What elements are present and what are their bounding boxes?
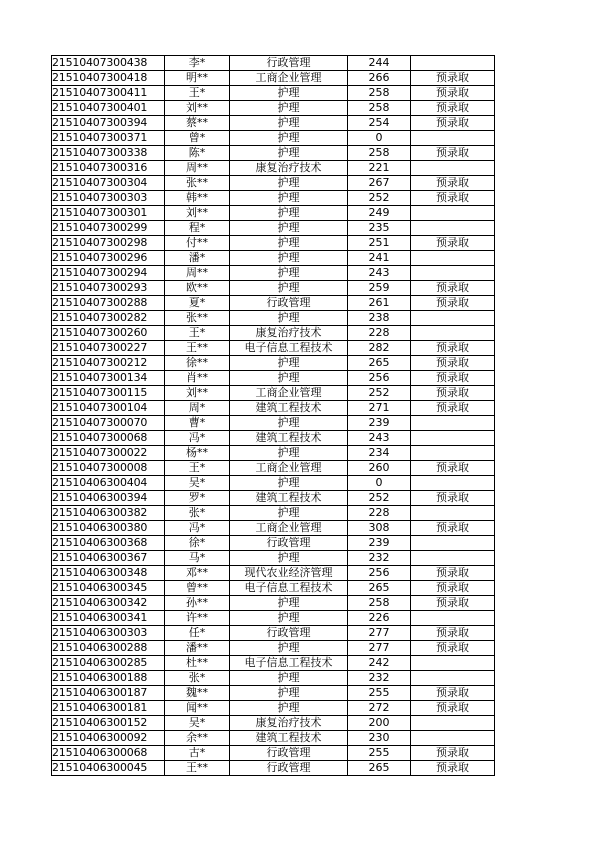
candidate-name-cell: 周**	[165, 266, 230, 281]
status-cell	[411, 716, 495, 731]
candidate-name-cell: 王**	[165, 341, 230, 356]
major-cell: 护理	[230, 86, 348, 101]
score-cell: 265	[348, 356, 411, 371]
major-cell: 护理	[230, 641, 348, 656]
status-cell: 预录取	[411, 761, 495, 776]
status-cell: 预录取	[411, 371, 495, 386]
major-cell: 护理	[230, 686, 348, 701]
table-row	[52, 731, 495, 746]
major-cell: 护理	[230, 371, 348, 386]
score-cell: 265	[348, 581, 411, 596]
major-cell: 护理	[230, 356, 348, 371]
status-cell	[411, 131, 495, 146]
table-row	[52, 536, 495, 551]
candidate-id-cell: 21510407300303	[52, 191, 165, 206]
major-cell: 行政管理	[230, 761, 348, 776]
status-cell	[411, 161, 495, 176]
table-row	[52, 281, 495, 296]
status-cell: 预录取	[411, 686, 495, 701]
candidate-id-cell: 21510406300342	[52, 596, 165, 611]
table-row	[52, 701, 495, 716]
candidate-name-cell: 张**	[165, 311, 230, 326]
candidate-id-cell: 21510407300316	[52, 161, 165, 176]
status-cell: 预录取	[411, 641, 495, 656]
candidate-id-cell: 21510407300296	[52, 251, 165, 266]
major-cell: 护理	[230, 551, 348, 566]
status-cell	[411, 551, 495, 566]
candidate-name-cell: 蔡**	[165, 116, 230, 131]
major-cell: 护理	[230, 416, 348, 431]
candidate-name-cell: 徐**	[165, 356, 230, 371]
candidate-name-cell: 程*	[165, 221, 230, 236]
score-cell: 256	[348, 371, 411, 386]
candidate-id-cell: 21510407300293	[52, 281, 165, 296]
major-cell: 行政管理	[230, 746, 348, 761]
score-cell: 230	[348, 731, 411, 746]
candidate-id-cell: 21510407300298	[52, 236, 165, 251]
major-cell: 电子信息工程技术	[230, 581, 348, 596]
major-cell: 工商企业管理	[230, 71, 348, 86]
score-cell: 226	[348, 611, 411, 626]
status-cell: 预录取	[411, 146, 495, 161]
table-row	[52, 521, 495, 536]
candidate-name-cell: 周**	[165, 161, 230, 176]
candidate-name-cell: 孙**	[165, 596, 230, 611]
major-cell: 护理	[230, 206, 348, 221]
candidate-id-cell: 21510407300418	[52, 71, 165, 86]
candidate-id-cell: 21510407300134	[52, 371, 165, 386]
score-cell: 255	[348, 746, 411, 761]
status-cell	[411, 56, 495, 71]
candidate-name-cell: 曹*	[165, 416, 230, 431]
major-cell: 康复治疗技术	[230, 716, 348, 731]
status-cell	[411, 446, 495, 461]
status-cell	[411, 671, 495, 686]
candidate-id-cell: 21510407300260	[52, 326, 165, 341]
table-row	[52, 251, 495, 266]
score-cell: 258	[348, 146, 411, 161]
major-cell: 护理	[230, 446, 348, 461]
status-cell	[411, 656, 495, 671]
status-cell	[411, 221, 495, 236]
table-row	[52, 326, 495, 341]
major-cell: 护理	[230, 221, 348, 236]
candidate-id-cell: 21510406300092	[52, 731, 165, 746]
candidate-id-cell: 21510406300181	[52, 701, 165, 716]
candidate-id-cell: 21510407300282	[52, 311, 165, 326]
score-cell: 232	[348, 551, 411, 566]
candidate-name-cell: 王*	[165, 326, 230, 341]
status-cell: 预录取	[411, 386, 495, 401]
candidate-name-cell: 夏*	[165, 296, 230, 311]
candidate-name-cell: 古*	[165, 746, 230, 761]
candidate-name-cell: 潘*	[165, 251, 230, 266]
candidate-name-cell: 张*	[165, 671, 230, 686]
candidate-id-cell: 21510407300401	[52, 101, 165, 116]
candidate-name-cell: 陈*	[165, 146, 230, 161]
status-cell: 预录取	[411, 461, 495, 476]
table-row	[52, 716, 495, 731]
major-cell: 工商企业管理	[230, 386, 348, 401]
major-cell: 护理	[230, 311, 348, 326]
status-cell: 预录取	[411, 236, 495, 251]
major-cell: 护理	[230, 146, 348, 161]
major-cell: 行政管理	[230, 56, 348, 71]
table-row	[52, 746, 495, 761]
table-row	[52, 761, 495, 776]
score-cell: 249	[348, 206, 411, 221]
table-row	[52, 461, 495, 476]
candidate-id-cell: 21510407300115	[52, 386, 165, 401]
candidate-name-cell: 魏**	[165, 686, 230, 701]
table-row	[52, 656, 495, 671]
major-cell: 工商企业管理	[230, 521, 348, 536]
candidate-name-cell: 徐*	[165, 536, 230, 551]
status-cell: 预录取	[411, 191, 495, 206]
table-row	[52, 686, 495, 701]
table-row	[52, 641, 495, 656]
table-row	[52, 71, 495, 86]
candidate-id-cell: 21510407300022	[52, 446, 165, 461]
status-cell: 预录取	[411, 521, 495, 536]
score-cell: 0	[348, 476, 411, 491]
status-cell	[411, 731, 495, 746]
major-cell: 护理	[230, 596, 348, 611]
table-row	[52, 356, 495, 371]
table-row	[52, 506, 495, 521]
candidate-id-cell: 21510406300368	[52, 536, 165, 551]
candidate-id-cell: 21510407300104	[52, 401, 165, 416]
table-row	[52, 566, 495, 581]
major-cell: 护理	[230, 191, 348, 206]
score-cell: 282	[348, 341, 411, 356]
major-cell: 护理	[230, 116, 348, 131]
score-cell: 221	[348, 161, 411, 176]
score-cell: 256	[348, 566, 411, 581]
major-cell: 建筑工程技术	[230, 431, 348, 446]
table-row	[52, 371, 495, 386]
score-cell: 261	[348, 296, 411, 311]
candidate-name-cell: 马*	[165, 551, 230, 566]
candidate-id-cell: 21510407300288	[52, 296, 165, 311]
candidate-id-cell: 21510406300188	[52, 671, 165, 686]
candidate-id-cell: 21510407300008	[52, 461, 165, 476]
candidate-name-cell: 冯*	[165, 431, 230, 446]
candidate-id-cell: 21510407300411	[52, 86, 165, 101]
table-row	[52, 431, 495, 446]
candidate-name-cell: 张*	[165, 506, 230, 521]
status-cell: 预录取	[411, 491, 495, 506]
major-cell: 工商企业管理	[230, 461, 348, 476]
major-cell: 电子信息工程技术	[230, 341, 348, 356]
candidate-id-cell: 21510407300212	[52, 356, 165, 371]
score-cell: 260	[348, 461, 411, 476]
table-row	[52, 491, 495, 506]
admission-table	[51, 55, 495, 776]
status-cell	[411, 476, 495, 491]
major-cell: 康复治疗技术	[230, 161, 348, 176]
major-cell: 护理	[230, 176, 348, 191]
candidate-name-cell: 冯*	[165, 521, 230, 536]
status-cell	[411, 311, 495, 326]
table-row	[52, 131, 495, 146]
score-cell: 239	[348, 416, 411, 431]
score-cell: 267	[348, 176, 411, 191]
candidate-name-cell: 刘**	[165, 101, 230, 116]
table-row	[52, 176, 495, 191]
table-row	[52, 266, 495, 281]
status-cell: 预录取	[411, 626, 495, 641]
status-cell	[411, 611, 495, 626]
major-cell: 护理	[230, 251, 348, 266]
table-row	[52, 236, 495, 251]
candidate-id-cell: 21510407300394	[52, 116, 165, 131]
status-cell: 预录取	[411, 86, 495, 101]
candidate-id-cell: 21510406300404	[52, 476, 165, 491]
table-row	[52, 146, 495, 161]
status-cell: 预录取	[411, 701, 495, 716]
status-cell	[411, 251, 495, 266]
candidate-id-cell: 21510406300367	[52, 551, 165, 566]
candidate-name-cell: 许**	[165, 611, 230, 626]
status-cell	[411, 506, 495, 521]
candidate-name-cell: 杨**	[165, 446, 230, 461]
status-cell: 预录取	[411, 356, 495, 371]
major-cell: 电子信息工程技术	[230, 656, 348, 671]
candidate-name-cell: 曾*	[165, 131, 230, 146]
candidate-id-cell: 21510406300045	[52, 761, 165, 776]
score-cell: 235	[348, 221, 411, 236]
candidate-id-cell: 21510407300068	[52, 431, 165, 446]
table-row	[52, 596, 495, 611]
major-cell: 护理	[230, 671, 348, 686]
score-cell: 254	[348, 116, 411, 131]
candidate-name-cell: 周*	[165, 401, 230, 416]
score-cell: 228	[348, 506, 411, 521]
score-cell: 228	[348, 326, 411, 341]
candidate-name-cell: 闻**	[165, 701, 230, 716]
table-row	[52, 161, 495, 176]
candidate-name-cell: 杜**	[165, 656, 230, 671]
score-cell: 258	[348, 596, 411, 611]
score-cell: 277	[348, 641, 411, 656]
major-cell: 护理	[230, 266, 348, 281]
score-cell: 251	[348, 236, 411, 251]
score-cell: 271	[348, 401, 411, 416]
major-cell: 护理	[230, 236, 348, 251]
score-cell: 259	[348, 281, 411, 296]
score-cell: 252	[348, 191, 411, 206]
candidate-id-cell: 21510406300152	[52, 716, 165, 731]
major-cell: 建筑工程技术	[230, 491, 348, 506]
candidate-name-cell: 韩**	[165, 191, 230, 206]
candidate-name-cell: 欧**	[165, 281, 230, 296]
candidate-id-cell: 21510406300187	[52, 686, 165, 701]
score-cell: 234	[348, 446, 411, 461]
score-cell: 243	[348, 431, 411, 446]
candidate-name-cell: 刘**	[165, 386, 230, 401]
candidate-id-cell: 21510406300382	[52, 506, 165, 521]
table-row	[52, 86, 495, 101]
candidate-name-cell: 肖**	[165, 371, 230, 386]
candidate-id-cell: 21510406300380	[52, 521, 165, 536]
table-row	[52, 446, 495, 461]
table-row	[52, 311, 495, 326]
candidate-id-cell: 21510407300294	[52, 266, 165, 281]
table-body	[52, 56, 495, 776]
score-cell: 239	[348, 536, 411, 551]
score-cell: 252	[348, 386, 411, 401]
major-cell: 建筑工程技术	[230, 731, 348, 746]
score-cell: 272	[348, 701, 411, 716]
status-cell	[411, 431, 495, 446]
score-cell: 200	[348, 716, 411, 731]
major-cell: 现代农业经济管理	[230, 566, 348, 581]
candidate-name-cell: 付**	[165, 236, 230, 251]
major-cell: 护理	[230, 476, 348, 491]
status-cell: 预录取	[411, 746, 495, 761]
candidate-name-cell: 李*	[165, 56, 230, 71]
status-cell: 预录取	[411, 296, 495, 311]
table-row	[52, 386, 495, 401]
status-cell	[411, 536, 495, 551]
major-cell: 行政管理	[230, 626, 348, 641]
table-row	[52, 191, 495, 206]
candidate-id-cell: 21510407300299	[52, 221, 165, 236]
candidate-id-cell: 21510406300303	[52, 626, 165, 641]
status-cell: 预录取	[411, 281, 495, 296]
score-cell: 266	[348, 71, 411, 86]
candidate-name-cell: 王**	[165, 761, 230, 776]
candidate-id-cell: 21510407300227	[52, 341, 165, 356]
major-cell: 护理	[230, 701, 348, 716]
score-cell: 243	[348, 266, 411, 281]
status-cell: 预录取	[411, 341, 495, 356]
major-cell: 康复治疗技术	[230, 326, 348, 341]
score-cell: 258	[348, 101, 411, 116]
table-row	[52, 416, 495, 431]
candidate-name-cell: 潘**	[165, 641, 230, 656]
status-cell	[411, 266, 495, 281]
score-cell: 0	[348, 131, 411, 146]
major-cell: 护理	[230, 131, 348, 146]
table-row	[52, 401, 495, 416]
table-row	[52, 476, 495, 491]
status-cell: 预录取	[411, 176, 495, 191]
table-row	[52, 116, 495, 131]
score-cell: 258	[348, 86, 411, 101]
table-row	[52, 341, 495, 356]
table-row	[52, 221, 495, 236]
candidate-name-cell: 张**	[165, 176, 230, 191]
status-cell: 预录取	[411, 71, 495, 86]
score-cell: 277	[348, 626, 411, 641]
candidate-name-cell: 任*	[165, 626, 230, 641]
candidate-id-cell: 21510407300371	[52, 131, 165, 146]
candidate-id-cell: 21510406300348	[52, 566, 165, 581]
candidate-name-cell: 吴*	[165, 476, 230, 491]
candidate-name-cell: 吴*	[165, 716, 230, 731]
table-row	[52, 296, 495, 311]
score-cell: 244	[348, 56, 411, 71]
score-cell: 242	[348, 656, 411, 671]
candidate-id-cell: 21510407300438	[52, 56, 165, 71]
status-cell: 预录取	[411, 566, 495, 581]
candidate-id-cell: 21510407300338	[52, 146, 165, 161]
major-cell: 行政管理	[230, 536, 348, 551]
score-cell: 308	[348, 521, 411, 536]
table-row	[52, 671, 495, 686]
status-cell: 预录取	[411, 116, 495, 131]
candidate-id-cell: 21510406300341	[52, 611, 165, 626]
score-cell: 241	[348, 251, 411, 266]
status-cell: 预录取	[411, 596, 495, 611]
candidate-id-cell: 21510406300068	[52, 746, 165, 761]
major-cell: 护理	[230, 281, 348, 296]
major-cell: 护理	[230, 506, 348, 521]
candidate-id-cell: 21510406300394	[52, 491, 165, 506]
status-cell	[411, 416, 495, 431]
table-row	[52, 581, 495, 596]
candidate-name-cell: 曾**	[165, 581, 230, 596]
status-cell	[411, 326, 495, 341]
table-row	[52, 101, 495, 116]
table-row	[52, 626, 495, 641]
major-cell: 建筑工程技术	[230, 401, 348, 416]
candidate-id-cell: 21510406300288	[52, 641, 165, 656]
table-row	[52, 56, 495, 71]
status-cell: 预录取	[411, 581, 495, 596]
score-cell: 255	[348, 686, 411, 701]
candidate-id-cell: 21510406300285	[52, 656, 165, 671]
score-cell: 232	[348, 671, 411, 686]
candidate-id-cell: 21510407300301	[52, 206, 165, 221]
candidate-name-cell: 王*	[165, 461, 230, 476]
table-row	[52, 551, 495, 566]
candidate-name-cell: 明**	[165, 71, 230, 86]
candidate-name-cell: 刘**	[165, 206, 230, 221]
candidate-name-cell: 王*	[165, 86, 230, 101]
candidate-id-cell: 21510406300345	[52, 581, 165, 596]
candidate-name-cell: 余**	[165, 731, 230, 746]
candidate-name-cell: 罗*	[165, 491, 230, 506]
major-cell: 护理	[230, 611, 348, 626]
status-cell: 预录取	[411, 101, 495, 116]
score-cell: 265	[348, 761, 411, 776]
candidate-name-cell: 邓**	[165, 566, 230, 581]
candidate-id-cell: 21510407300070	[52, 416, 165, 431]
major-cell: 护理	[230, 101, 348, 116]
table-row	[52, 206, 495, 221]
score-cell: 238	[348, 311, 411, 326]
status-cell: 预录取	[411, 401, 495, 416]
score-cell: 252	[348, 491, 411, 506]
candidate-id-cell: 21510407300304	[52, 176, 165, 191]
table-row	[52, 611, 495, 626]
major-cell: 行政管理	[230, 296, 348, 311]
status-cell	[411, 206, 495, 221]
